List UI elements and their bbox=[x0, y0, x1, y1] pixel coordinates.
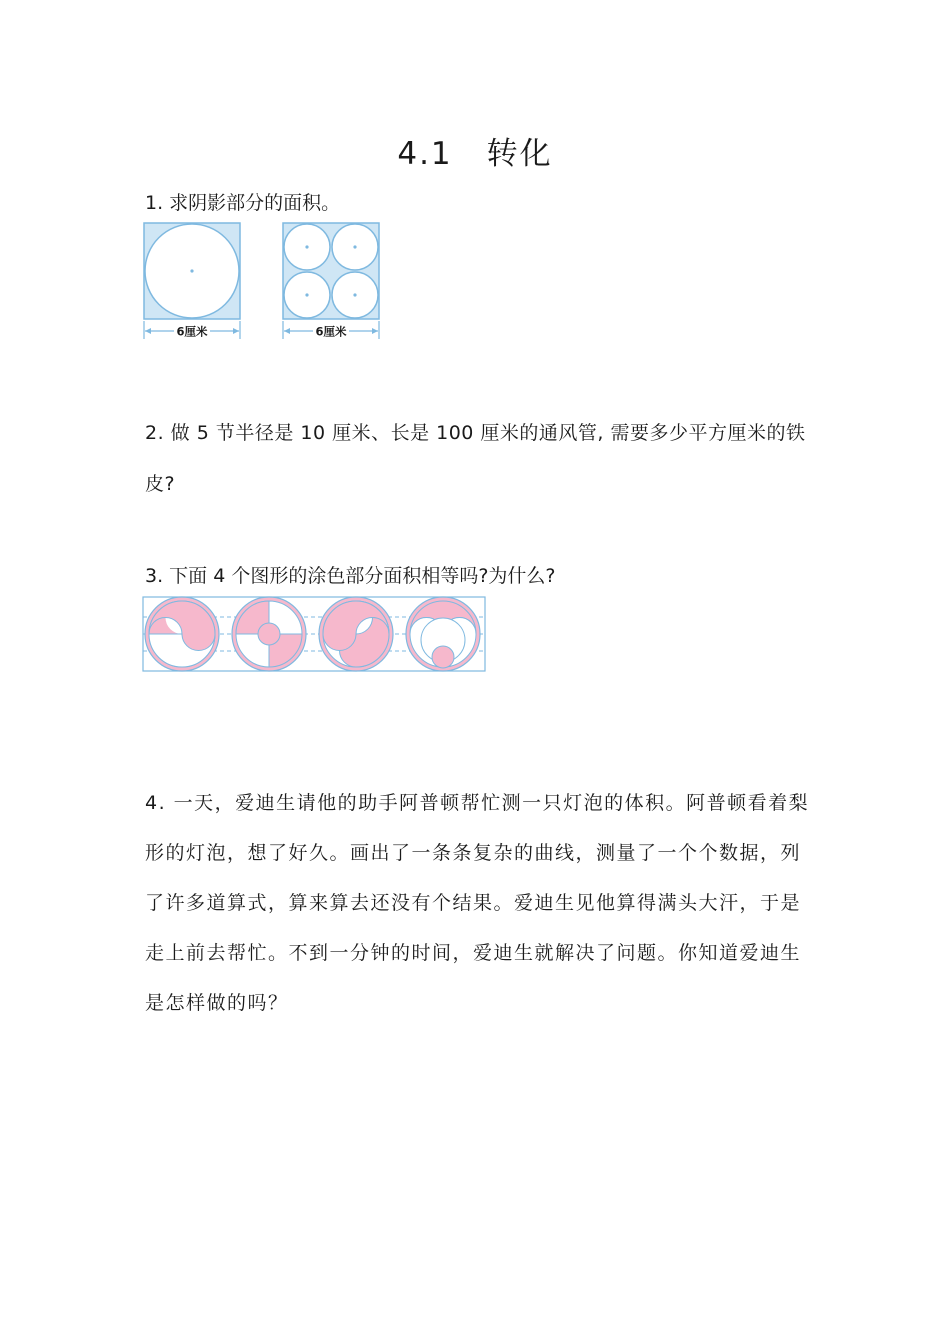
center-dot bbox=[305, 293, 308, 296]
question-1: 1. 求阴影部分的面积。 bbox=[145, 192, 341, 214]
dimension-label: 6厘米 bbox=[176, 324, 208, 339]
question-2: 2. 做 5 节半径是 10 厘米、长是 100 厘米的通风管, 需要多少平方厘米的铁皮? bbox=[145, 422, 806, 495]
shaded-circle-2 bbox=[232, 597, 306, 671]
page-title bbox=[0, 128, 950, 173]
arrow-left bbox=[145, 328, 151, 334]
section-title: 转化 bbox=[486, 136, 553, 172]
figure-square-one-circle bbox=[142, 221, 242, 341]
arrow-right bbox=[233, 328, 239, 334]
arrow-left bbox=[284, 328, 290, 334]
center-dot bbox=[305, 245, 308, 248]
arrow-right bbox=[372, 328, 378, 334]
shaded-circle-1 bbox=[145, 597, 219, 671]
figure-four-shaded-circles bbox=[142, 596, 488, 674]
center-dot bbox=[190, 269, 193, 272]
question-3: 3. 下面 4 个图形的涂色部分面积相等吗?为什么? bbox=[145, 565, 556, 587]
section-number: 4.1 bbox=[397, 136, 453, 172]
figure-square-four-circles bbox=[281, 221, 381, 341]
center-dot bbox=[353, 293, 356, 296]
center-dot bbox=[353, 245, 356, 248]
shaded-circle-3 bbox=[319, 597, 393, 671]
shaded-circle-4 bbox=[406, 597, 480, 671]
dimension-label: 6厘米 bbox=[315, 324, 347, 339]
question-4: 4. 一天，爱迪生请他的助手阿普顿帮忙测一只灯泡的体积。阿普顿看着梨形的灯泡，想了好久。画出了一条条复杂的曲线，测量了一个个数据，列了许多道算式，算来算去还没有个结果。爱迪生见他算得满头大汗，于是走上前去帮忙。不到一分钟的时间，爱迪生就解决了问题。你知道爱迪生是怎样做的吗？ bbox=[145, 792, 810, 1014]
